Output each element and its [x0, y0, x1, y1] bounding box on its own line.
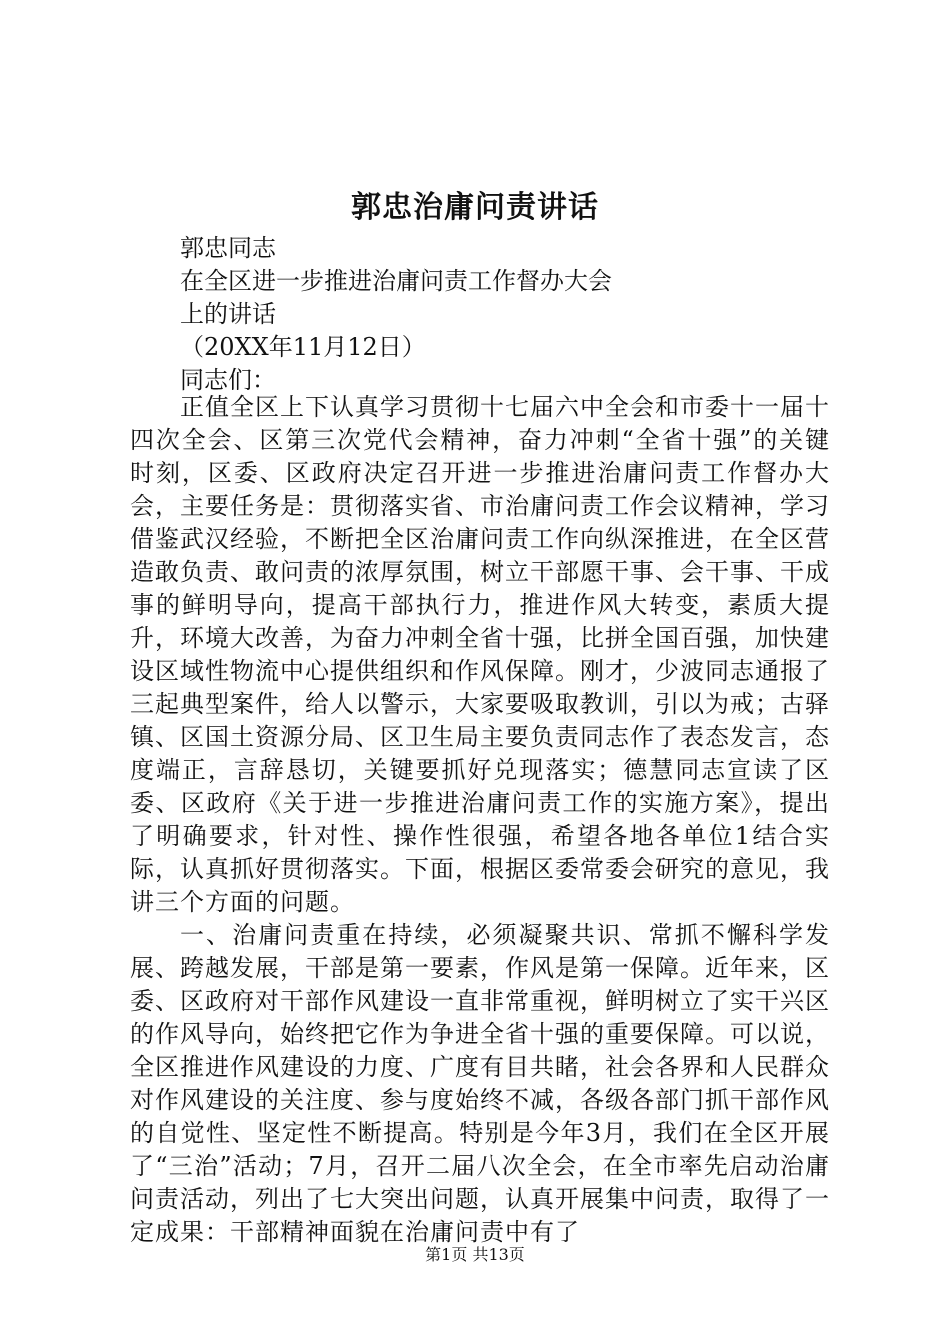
paragraph-2: 一、治庸问责重在持续，必须凝聚共识、常抓不懈科学发展、跨越发展，干部是第一要素，作风是第一保障。近年来，区委、区政府对干部作风建设一直非常重视，鲜明树立了实干兴区的作风导向，始终把它作为争进全省十强的重要保障。可以说，全区推进作风建设的力度、广度有目共睹，社会各界和人民群众对作风建设的关注度、参与度始终不减，各级各部门抓干部作风的自觉性、坚定性不断提高。特别是今年3月，我们在全区开展了“三治”活动；7月，召开二届八次全会，在全市率先启动治庸问责活动，列出了七大突出问题，认真开展集中问责，取得了一定成果：干部精神面貌在治庸问责中有了 [130, 921, 830, 1246]
document-title: 郭忠治庸问责讲话 [351, 190, 599, 225]
paragraph-1: 正值全区上下认真学习贯彻十七届六中全会和市委十一届十四次全会、区第三次党代会精神，奋力冲刺“全省十强”的关键时刻，区委、区政府决定召开进一步推进治庸问责工作督办大会，主要任务是：贯彻落实省、市治庸问责工作会议精神，学习借鉴武汉经验，不断把全区治庸问责工作向纵深推进，在全区营造敢负责、敢问责的浓厚氛围，树立干部愿干事、会干事、干成事的鲜明导向，提高干部执行力，推进作风大转变，素质大提升，环境大改善，为奋力冲刺全省十强，比拼全国百强，加快建设区域性物流中心提供组织和作风保障。刚才，少波同志通报了三起典型案件，给人以警示，大家要吸取教训，引以为戒；古驿镇、区国土资源分局、区卫生局主要负责同志作了表态发言，态度端正，言辞恳切，关键要抓好兑现落实；德慧同志宣读了区委、区政府《关于进一步推进治庸问责工作的实施方案》，提出了明确要求，针对性、操作性很强，希望各地各单位1结合实际，认真抓好贯彻落实。下面，根据区委常委会研究的意见，我讲三个方面的问题。 [130, 393, 830, 916]
date-line: （20XX年11月12日） [180, 333, 426, 361]
salutation-line: 同志们： [180, 366, 276, 394]
speech-body [130, 391, 830, 1249]
speech-header [180, 232, 880, 397]
speaker-line: 郭忠同志 [180, 234, 276, 262]
occasion-line-1: 在全区进一步推进治庸问责工作督办大会 [180, 267, 612, 295]
occasion-line-2: 上的讲话 [180, 300, 276, 328]
page-footer: 第1页 共13页 [425, 1245, 525, 1264]
